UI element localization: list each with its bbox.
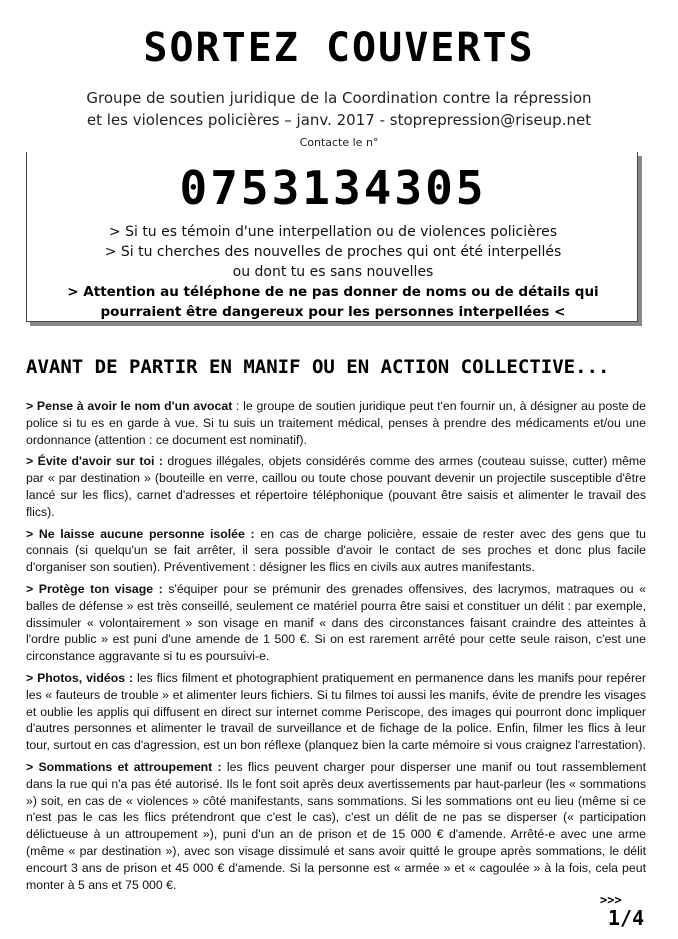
- contact-bullet: > Si tu es témoin d'une interpellation ou de violences policières: [108, 224, 558, 240]
- advice-lead: > Sommations et attroupement :: [26, 759, 222, 774]
- advice-list: [26, 398, 646, 898]
- section-title: AVANT DE PARTIR EN MANIF OU EN ACTION COLLECTIVE...: [26, 356, 610, 378]
- advice-paragraph: [26, 670, 646, 754]
- advice-paragraph: [26, 398, 646, 448]
- page-number: 1/4: [608, 906, 645, 930]
- subtitle-line: et les violences policières – janv. 2017 - stoprepression@riseup.net: [86, 111, 592, 129]
- contact-bullets: [27, 222, 639, 282]
- page-title: SORTEZ COUVERTS: [143, 25, 535, 71]
- advice-paragraph: [26, 453, 646, 520]
- contact-box: [26, 152, 638, 322]
- advice-paragraph: [26, 759, 646, 893]
- advice-lead: > Photos, vidéos :: [26, 670, 134, 685]
- contact-bullet: > Si tu cherches des nouvelles de proches qui ont été interpellés: [104, 244, 562, 260]
- continue-marker: >>>: [600, 893, 622, 907]
- advice-text: : le groupe de soutien juridique peut t'en fournir un, à désigner au poste de police si tu es en garde à vue. Si tu suis un traitement médical, penses à prendre des médicaments et/ou une ordonnance (attention : ce document est nominatif).: [26, 399, 646, 447]
- advice-lead: > Pense à avoir le nom d'un avocat: [26, 399, 233, 413]
- advice-text: s'équiper pour se prémunir des grenades offensives, des lacrymos, matraques ou « balles de défense » est très conseillé, seulement ce matériel pourra être saisi et constituer un délit : par exemple, dissimuler « volontairement » son visage en manif « dans des circonstances faisant craindre des atteintes à l'ordre public » est puni d'une amende de 1 500 €. Si on est rarement arrêté pour cette seule raison, c'est une circonstance aggravante si tu es poursuivi-e.: [26, 581, 646, 664]
- warning-text: > Attention au téléphone de ne pas donner de noms ou de détails qui pourraient être dangereux pour les personnes interpellées <: [67, 284, 599, 320]
- advice-paragraph: [26, 526, 646, 576]
- advice-text: en cas de charge policière, essaie de rester avec des gens que tu connais (si quelqu'un se fait arrêter, il sera possible d'avoir le contact de ses proches et donc plus facile d'organiser son soutien). Préventivement : désigner les flics en civils aux autres manifestants.: [26, 526, 646, 575]
- advice-lead: > Ne laisse aucune personne isolée :: [26, 526, 255, 541]
- contact-label: Contacte le n°: [299, 136, 379, 149]
- subtitle: [0, 87, 678, 131]
- advice-text: les flics filment et photographient pratiquement en permanence dans les manifs pour repérer les « fauteurs de trouble » et alimenter leurs fichiers. Si tu filmes toi aussi les manifs, évite de prendre les visages et oublie les applis qui diffusent en direct sur internet comme Periscope, des images qui pourront donc impliquer d'autres personnes et alimenter le travail de surveillance et de fichage de la police. Enfin, filmer les flics à leur tour, surtout en cas d'agression, est un bon réflexe (planquez bien la carte mémoire si vous craignez l'arrestation).: [26, 670, 646, 753]
- advice-lead: > Protège ton visage :: [26, 581, 163, 596]
- phone-number: 0753134305: [179, 161, 487, 215]
- advice-lead: > Évite d'avoir sur toi :: [26, 454, 163, 469]
- advice-paragraph: [26, 581, 646, 665]
- subtitle-line: Groupe de soutien juridique de la Coordination contre la répression: [86, 89, 592, 107]
- contact-bullet: ou dont tu es sans nouvelles: [232, 264, 434, 280]
- advice-text: les flics peuvent charger pour disperser une manif ou tout rassemblement dans la rue qui n'a pas été autorisé. Ils le font soit après deux avertissements par haut-parleur (les « sommations ») soit, en cas de « violences » côté manifestants, sans sommations. Si les sommations ont eu lieu (même si ce n'est pas le cas les flics prétendront que c'est le cas), c'est un délit de ne pas se disperser (« participation délictueuse à un attroupement »), puni d'un an de prison et de 15 000 € d'amende. Arrêté-e avec une arme (même « par destination »), avec son visage dissimulé et sans avoir quitté le groupe après sommations, le délit encourt 3 ans de prison et 45 000 € d'amende. Si la personne est « armée » et « cagoulée » à la fois, cela peut monter à 5 ans et 75 000 €.: [26, 759, 646, 892]
- advice-text: drogues illégales, objets considérés comme des armes (couteau suisse, cutter) même par « par destination » (bouteille en verre, caillou ou toute chose pouvant devenir un projectile susceptible d'être lancé sur les flics), carnet d'adresses et répertoire téléphonique (pouvant être saisis et alimenter le travail des flics).: [26, 454, 646, 519]
